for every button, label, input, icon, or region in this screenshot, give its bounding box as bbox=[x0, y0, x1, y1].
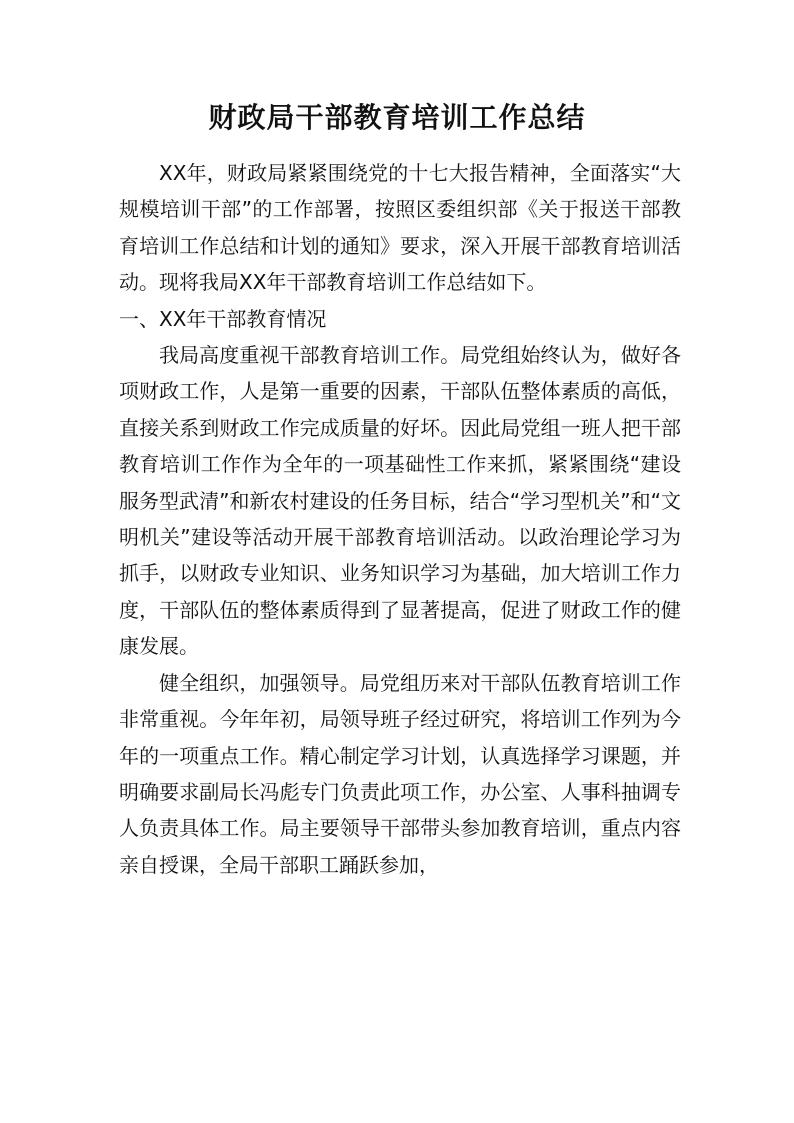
body-paragraph: 我局高度重视干部教育培训工作。局党组始终认为，做好各项财政工作，人是第一重要的因素，干部队伍整体素质的高低，直接关系到财政工作完成质量的好坏。因此局党组一班人把干部教育培训工作作为全年的一项基础性工作来抓，紧紧围绕“建设服务型武清”和新农村建设的任务目标，结合“学习型机关”和“文明机关”建设等活动开展干部教育培训活动。以政治理论学习为抓手，以财政专业知识、业务知识学习为基础，加大培训工作力度，干部队伍的整体素质得到了显著提高，促进了财政工作的健康发展。 bbox=[119, 343, 681, 659]
section-heading: 一、XX年干部教育情况 bbox=[119, 306, 327, 331]
document-body bbox=[119, 155, 681, 883]
body-paragraph: 健全组织，加强领导。局党组历来对干部队伍教育培训工作非常重视。今年年初，局领导班子经过研究，将培训工作列为今年的一项重点工作。精心制定学习计划，认真选择学习课题，并明确要求副局长冯彪专门负责此项工作，办公室、人事科抽调专人负责具体工作。局主要领导干部带头参加教育培训，重点内容亲自授课，全局干部职工踊跃参加， bbox=[119, 670, 681, 877]
document-title: 财政局干部教育培训工作总结 bbox=[208, 101, 586, 134]
intro-paragraph: XX年，财政局紧紧围绕党的十七大报告精神，全面落实“大规模培训干部”的工作部署，按照区委组织部《关于报送干部教育培训工作总结和计划的通知》要求，深入开展干部教育培训活动。现将我局XX年干部教育培训工作总结如下。 bbox=[119, 161, 681, 295]
